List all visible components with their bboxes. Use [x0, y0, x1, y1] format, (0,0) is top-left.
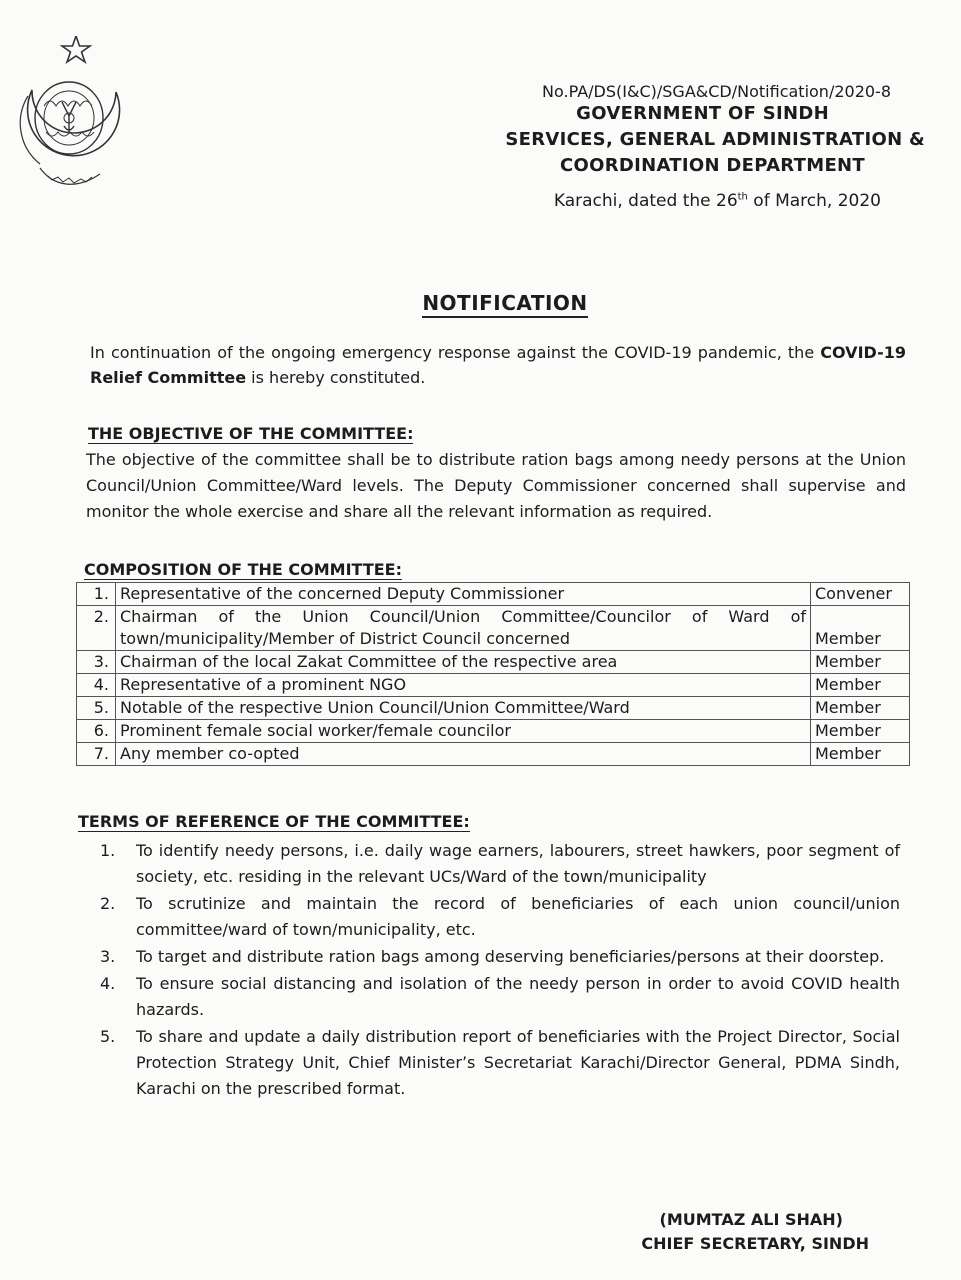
document-title: NOTIFICATION — [0, 291, 961, 315]
signatory-designation: CHIEF SECRETARY, SINDH — [641, 1234, 869, 1253]
row-number: 1. — [77, 583, 116, 606]
member-role: Convener — [811, 583, 910, 606]
member-role: Member — [811, 743, 910, 766]
list-item — [100, 1024, 900, 1102]
intro-paragraph: In continuation of the ongoing emergency response against the COVID-19 pandemic, the COVID-19 Relief Committee is hereby constituted. — [90, 343, 906, 387]
table-row — [77, 697, 910, 720]
department-name-line1: SERVICES, GENERAL ADMINISTRATION & — [505, 129, 925, 150]
table-row — [77, 651, 910, 674]
member-description: Chairman of the local Zakat Committee of the respective area — [116, 651, 811, 674]
item-text: To scrutinize and maintain the record of beneficiaries of each union council/union committee/ward of town/municipality, etc. — [136, 894, 900, 939]
composition-table — [76, 582, 910, 766]
row-number: 2. — [77, 606, 116, 651]
item-number: 2. — [100, 894, 116, 913]
member-description: Representative of a prominent NGO — [116, 674, 811, 697]
signatory-name: (MUMTAZ ALI SHAH) — [659, 1210, 843, 1229]
row-number: 7. — [77, 743, 116, 766]
issue-date: Karachi, dated the 26th of March, 2020 — [553, 191, 881, 211]
table-row — [77, 606, 910, 651]
list-item — [100, 944, 900, 970]
list-item — [100, 891, 900, 943]
item-text: To ensure social distancing and isolation of the needy person in order to avoid COVID health hazards. — [136, 974, 900, 1019]
member-role: Member — [811, 697, 910, 720]
government-name: GOVERNMENT OF SINDH — [576, 103, 829, 124]
member-description: Chairman of the Union Council/Union Committee/Councilor of Ward of town/municipality/Member of District Council concerned — [116, 606, 811, 651]
item-number: 3. — [100, 947, 116, 966]
table-row — [77, 674, 910, 697]
table-row — [77, 743, 910, 766]
row-number: 5. — [77, 697, 116, 720]
table-row — [77, 583, 910, 606]
item-text: To target and distribute ration bags among deserving beneficiaries/persons at their doorstep. — [136, 947, 885, 966]
row-number: 6. — [77, 720, 116, 743]
terms-list — [100, 838, 900, 1103]
signature-block — [641, 1208, 869, 1256]
department-name-line2: COORDINATION DEPARTMENT — [559, 155, 865, 176]
objective-heading: THE OBJECTIVE OF THE COMMITTEE: — [88, 424, 414, 443]
item-text: To share and update a daily distribution report of beneficiaries with the Project Director, Social Protection Strategy Unit, Chief Minister’s Secretariat Karachi/Director General, PDMA Sindh, Karachi on the prescribed format. — [136, 1027, 900, 1098]
item-text: To identify needy persons, i.e. daily wage earners, labourers, street hawkers, poor segment of society, etc. residing in the relevant UCs/Ward of the town/municipality — [136, 841, 900, 886]
committee-name: COVID-19 Relief Committee — [90, 343, 906, 387]
member-role: Member — [811, 651, 910, 674]
item-number: 5. — [100, 1027, 116, 1046]
table-row — [77, 720, 910, 743]
letterhead — [445, 82, 925, 211]
reference-number: No.PA/DS(I&C)/SGA&CD/Notification/2020-8 — [542, 82, 891, 101]
member-description: Representative of the concerned Deputy Commissioner — [116, 583, 811, 606]
composition-heading: COMPOSITION OF THE COMMITTEE: — [84, 560, 403, 579]
member-role: Member — [811, 606, 910, 651]
member-role: Member — [811, 674, 910, 697]
terms-heading: TERMS OF REFERENCE OF THE COMMITTEE: — [78, 812, 470, 831]
member-role: Member — [811, 720, 910, 743]
item-number: 4. — [100, 974, 116, 993]
member-description: Notable of the respective Union Council/Union Committee/Ward — [116, 697, 811, 720]
row-number: 3. — [77, 651, 116, 674]
item-number: 1. — [100, 841, 116, 860]
row-number: 4. — [77, 674, 116, 697]
member-description: Any member co-opted — [116, 743, 811, 766]
objective-paragraph: The objective of the committee shall be to distribute ration bags among needy persons at the Union Council/Union Committee/Ward levels. The Deputy Commissioner concerned shall supervise and monitor the whole exercise and share all the relevant information as required. — [86, 450, 906, 521]
government-of-sindh-seal-icon — [14, 36, 124, 196]
member-description: Prominent female social worker/female councilor — [116, 720, 811, 743]
list-item — [100, 971, 900, 1023]
list-item — [100, 838, 900, 890]
